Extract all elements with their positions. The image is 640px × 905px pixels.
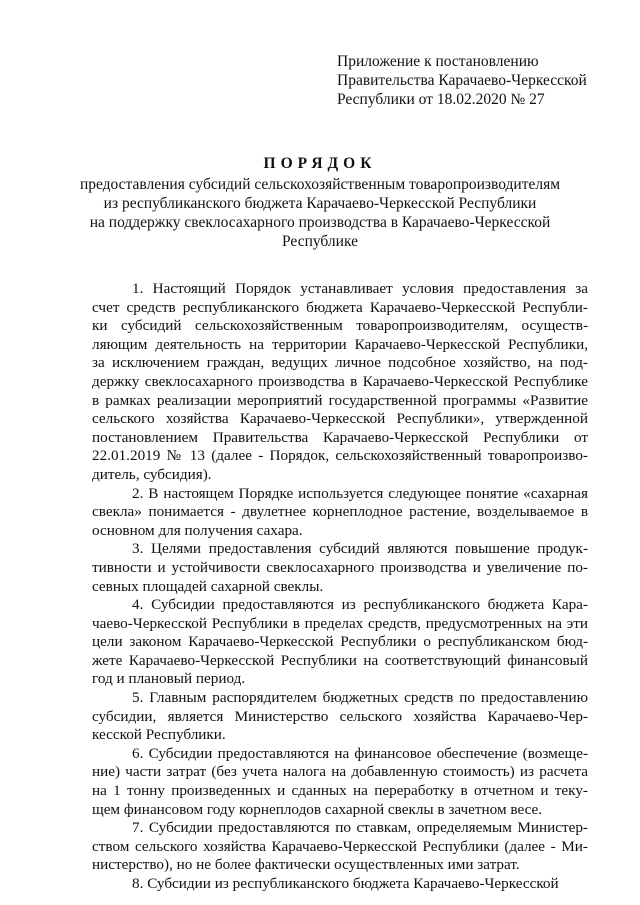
paragraph-line: 1. Настоящий Порядок устанавливает условия предоставления за	[132, 280, 588, 297]
paragraph-line: севных площадей сахарной свеклы.	[92, 577, 324, 595]
paragraph-line: счет средств республиканского бюджета Карачаево-Черкесской Республи-	[92, 298, 588, 316]
paragraph-4	[92, 596, 588, 689]
paragraph-line: ляющим деятельность на территории Карачаево-Черкесской Республики,	[92, 335, 588, 353]
paragraph-line: нистерство), но не более фактически осуществленных ими затрат.	[92, 856, 520, 874]
header-line: Правительства Карачаево-Черкесской	[337, 72, 587, 89]
paragraph-line: год и плановый период.	[92, 670, 246, 688]
paragraph-line: чаево-Черкесской Республики в пределах средств, предусмотренных на эти	[92, 614, 588, 632]
paragraph-line: 22.01.2019 № 13 (далее - Порядок, сельскохозяйственный товаропроизво-	[92, 447, 588, 465]
paragraph-line: в рамках реализации мероприятий государственной программы «Развитие	[92, 391, 588, 409]
paragraph-line: субсидии, является Министерство сельского хозяйства Карачаево-Чер-	[92, 707, 588, 725]
paragraph-line: 3. Целями предоставления субсидий являются повышение продук-	[132, 540, 588, 558]
document-title: ПОРЯДОК	[263, 155, 377, 172]
subtitle-line: Республике	[282, 233, 358, 250]
paragraph-line: за исключением граждан, ведущих личное подсобное хозяйство, на под-	[92, 354, 588, 372]
header-line: Приложение к постановлению	[337, 53, 539, 70]
paragraph-7	[92, 819, 588, 875]
header-line: Республики от 18.02.2020 № 27	[337, 91, 545, 108]
paragraph-line: ки субсидий сельскохозяйственным товаропроизводителям, осуществ-	[92, 317, 588, 335]
paragraph-line: держку свеклосахарного производства в Карачаево-Черкесской Республике	[92, 372, 588, 390]
paragraph-line: ством сельского хозяйства Карачаево-Черкесской Республики (далее - Ми-	[92, 837, 588, 855]
paragraph-line: дитель, субсидия).	[92, 465, 212, 483]
paragraph-line: жете Карачаево-Черкесской Республики на соответствующий финансовый	[92, 651, 588, 669]
subtitle-line: из республиканского бюджета Карачаево-Черкесской Республики	[103, 195, 537, 212]
paragraph-line: тивности и устойчивости свеклосахарного производства и увеличение по-	[92, 558, 588, 576]
paragraph-line: 6. Субсидии предоставляются на финансовое обеспечение (возмеще-	[132, 744, 588, 762]
paragraph-line: 8. Субсидии из республиканского бюджета Карачаево-Черкесской	[132, 875, 559, 892]
paragraph-5	[92, 689, 588, 745]
subtitle-line: на поддержку свеклосахарного производства в Карачаево-Черкесской	[89, 214, 551, 231]
paragraph-line: 4. Субсидии предоставляются из республиканского бюджета Кара-	[132, 596, 588, 614]
paragraph-line: щем финансовом году корнеплодов сахарной свеклы в зачетном весе.	[92, 800, 543, 818]
paragraph-line: сельского хозяйства Карачаево-Черкесской Республики», утвержденной	[92, 410, 588, 428]
paragraph-3	[92, 540, 588, 596]
paragraph-line: постановлением Правительства Карачаево-Черкесской Республики от	[92, 428, 588, 446]
paragraph-line: 2. В настоящем Порядке используется следующее понятие «сахарная	[132, 484, 588, 502]
paragraph-line: 5. Главным распорядителем бюджетных средств по предоставлению	[132, 689, 588, 707]
paragraph-line: 7. Субсидии предоставляются по ставкам, определяемым Министер-	[132, 819, 588, 837]
paragraph-1	[92, 280, 588, 485]
paragraph-line: цели законом Карачаево-Черкесской Республики о республиканском бюд-	[92, 633, 588, 651]
document-body	[92, 280, 588, 894]
paragraph-8	[92, 875, 588, 894]
paragraph-6	[92, 745, 588, 819]
paragraph-2	[92, 485, 588, 541]
paragraph-line: ние) части затрат (без учета налога на добавленную стоимость) из расчета	[92, 763, 588, 781]
appendix-header	[337, 52, 627, 109]
paragraph-line: свекла» понимается - двулетнее корнеплодное растение, возделываемое в	[92, 503, 588, 521]
paragraph-line: основном для получения сахара.	[92, 521, 303, 539]
paragraph-line: кесской Республики.	[92, 726, 226, 744]
subtitle-line: предоставления субсидий сельскохозяйственным товаропроизводителям	[79, 176, 561, 193]
paragraph-line: на 1 тонну произведенных и сданных на переработку в отчетном и теку-	[92, 782, 588, 800]
document-subtitle	[60, 175, 580, 251]
